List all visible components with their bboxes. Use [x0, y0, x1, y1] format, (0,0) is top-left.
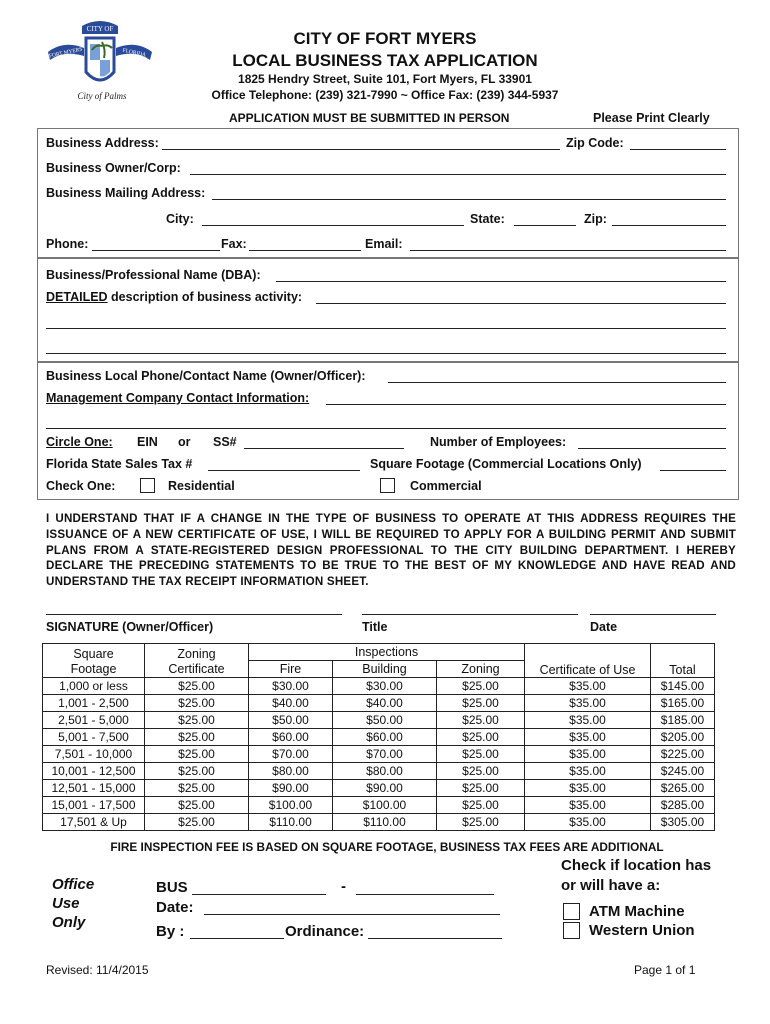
table-cell: $35.00: [525, 780, 651, 797]
table-cell: 7,501 - 10,000: [43, 746, 145, 763]
detailed-emphasis: DETAILED: [46, 290, 108, 304]
certificate-of-use-header: Certificate of Use: [525, 644, 651, 678]
table-cell: 10,001 - 12,500: [43, 763, 145, 780]
table-cell: $35.00: [525, 763, 651, 780]
zip-label: Zip:: [584, 212, 607, 226]
table-cell: $285.00: [651, 797, 715, 814]
email-label: Email:: [365, 237, 403, 251]
table-row: [43, 780, 715, 797]
by-field[interactable]: [190, 938, 284, 939]
description-field-3[interactable]: [46, 353, 726, 354]
western-union-label: Western Union: [589, 922, 695, 939]
title-label: Title: [362, 620, 388, 634]
business-owner-label: Business Owner/Corp:: [46, 161, 181, 175]
table-cell: $70.00: [333, 746, 437, 763]
or-text: or: [178, 435, 191, 449]
city-label: City:: [166, 212, 194, 226]
table-cell: $35.00: [525, 695, 651, 712]
table-row: [43, 797, 715, 814]
local-phone-contact-label: Business Local Phone/Contact Name (Owner/Officer):: [46, 369, 366, 383]
table-cell: $70.00: [249, 746, 333, 763]
business-address-label: Business Address:: [46, 136, 159, 150]
table-cell: 12,501 - 15,000: [43, 780, 145, 797]
date-field[interactable]: [590, 614, 716, 615]
check-one-label: Check One:: [46, 479, 116, 493]
table-cell: $25.00: [145, 797, 249, 814]
signature-field[interactable]: [46, 614, 342, 615]
table-cell: $25.00: [437, 814, 525, 831]
table-cell: $25.00: [437, 797, 525, 814]
circle-one-label: Circle One:: [46, 435, 113, 449]
ein-ssn-field[interactable]: [244, 448, 404, 449]
atm-machine-label: ATM Machine: [589, 903, 685, 920]
print-clearly-note: Please Print Clearly: [593, 111, 710, 125]
table-cell: 17,501 & Up: [43, 814, 145, 831]
table-cell: $185.00: [651, 712, 715, 729]
form-title-main: LOCAL BUSINESS TAX APPLICATION: [232, 51, 538, 70]
page-number: Page 1 of 1: [634, 963, 696, 977]
residential-label: Residential: [168, 479, 235, 493]
description-field-2[interactable]: [46, 328, 726, 329]
local-phone-contact-field[interactable]: [388, 382, 726, 383]
table-cell: $90.00: [249, 780, 333, 797]
zip-code-label: Zip Code:: [566, 136, 624, 150]
table-cell: $25.00: [437, 695, 525, 712]
fee-table-body: [43, 678, 715, 831]
residential-checkbox[interactable]: [140, 478, 155, 493]
table-row: [43, 729, 715, 746]
office-address: 1825 Hendry Street, Suite 101, Fort Myers, FL 33901: [238, 72, 532, 86]
table-cell: $35.00: [525, 729, 651, 746]
table-cell: $25.00: [145, 678, 249, 695]
date-label: Date: [590, 620, 618, 634]
business-address-field[interactable]: [162, 149, 560, 150]
inspections-header: Inspections: [249, 644, 525, 661]
table-cell: 1,000 or less: [43, 678, 145, 695]
business-owner-field[interactable]: [190, 174, 726, 175]
table-cell: $110.00: [249, 814, 333, 831]
table-cell: $110.00: [333, 814, 437, 831]
dba-field[interactable]: [276, 281, 726, 282]
table-cell: $35.00: [525, 712, 651, 729]
num-employees-label: Number of Employees:: [430, 435, 567, 449]
table-cell: $30.00: [249, 678, 333, 695]
check-location-line1: Check if location has: [561, 857, 712, 874]
num-employees-field[interactable]: [578, 448, 726, 449]
description-text: description of business activity:: [107, 290, 303, 304]
zip-code-field[interactable]: [630, 149, 726, 150]
table-cell: $305.00: [651, 814, 715, 831]
table-cell: $80.00: [249, 763, 333, 780]
table-cell: $205.00: [651, 729, 715, 746]
table-row: [43, 712, 715, 729]
seal-top-text: CITY OF: [86, 25, 114, 33]
office-use-line2: Use: [52, 895, 80, 912]
state-field[interactable]: [514, 225, 576, 226]
fee-schedule-table: [42, 643, 715, 831]
email-field[interactable]: [410, 250, 726, 251]
signature-label: SIGNATURE (Owner/Officer): [46, 620, 214, 634]
table-cell: $35.00: [525, 746, 651, 763]
table-cell: $50.00: [249, 712, 333, 729]
total-header: Total: [651, 644, 715, 678]
management-company-field-2[interactable]: [46, 428, 726, 429]
state-label: State:: [470, 212, 505, 226]
table-cell: $25.00: [145, 763, 249, 780]
office-use-line1: Office: [52, 876, 95, 893]
fee-table-footnote: FIRE INSPECTION FEE IS BASED ON SQUARE FOOTAGE, BUSINESS TAX FEES ARE ADDITIONAL: [110, 840, 664, 854]
table-cell: 15,001 - 17,500: [43, 797, 145, 814]
office-use-label: [52, 875, 94, 932]
table-cell: $30.00: [333, 678, 437, 695]
table-row: [43, 814, 715, 831]
table-cell: $80.00: [333, 763, 437, 780]
square-footage-header: [43, 644, 145, 678]
revised-date: Revised: 11/4/2015: [46, 963, 149, 977]
zoning-inspection-header: Zoning: [437, 661, 525, 678]
table-cell: $25.00: [145, 780, 249, 797]
office-date-field[interactable]: [204, 914, 500, 915]
zoning-certificate-header: [145, 644, 249, 678]
table-cell: $35.00: [525, 678, 651, 695]
footage-header-text: Footage: [70, 661, 117, 676]
management-company-label: Management Company Contact Information:: [46, 391, 310, 405]
table-cell: $90.00: [333, 780, 437, 797]
table-cell: $25.00: [437, 746, 525, 763]
commercial-checkbox[interactable]: [380, 478, 395, 493]
table-cell: 1,001 - 2,500: [43, 695, 145, 712]
bus-field-2[interactable]: [356, 894, 494, 895]
table-cell: $50.00: [333, 712, 437, 729]
zoning-header-text: Zoning: [177, 646, 216, 661]
square-footage-label: Square Footage (Commercial Locations Only): [370, 457, 642, 471]
table-cell: $25.00: [437, 780, 525, 797]
table-cell: $245.00: [651, 763, 715, 780]
table-cell: $60.00: [333, 729, 437, 746]
mailing-address-field[interactable]: [212, 199, 726, 200]
certificate-header-text: Certificate: [168, 661, 225, 676]
table-cell: $25.00: [437, 712, 525, 729]
mailing-address-label: Business Mailing Address:: [46, 186, 206, 200]
table-row: [43, 746, 715, 763]
table-cell: $100.00: [333, 797, 437, 814]
office-use-line3: Only: [52, 914, 86, 931]
table-cell: $145.00: [651, 678, 715, 695]
square-header-text: Square: [73, 646, 114, 661]
commercial-label: Commercial: [410, 479, 482, 493]
table-row: [43, 763, 715, 780]
building-header: Building: [333, 661, 437, 678]
table-cell: $25.00: [145, 712, 249, 729]
check-location-line2: or will have a:: [561, 877, 661, 894]
atm-machine-checkbox[interactable]: [563, 903, 580, 920]
title-field[interactable]: [362, 614, 578, 615]
ordinance-label: Ordinance:: [285, 923, 365, 940]
table-cell: $40.00: [333, 695, 437, 712]
table-cell: $25.00: [145, 729, 249, 746]
western-union-checkbox[interactable]: [563, 922, 580, 939]
fax-label: Fax:: [221, 237, 247, 251]
city-field[interactable]: [202, 225, 464, 226]
bus-field-1[interactable]: [192, 894, 326, 895]
table-row: [43, 678, 715, 695]
table-cell: $25.00: [145, 814, 249, 831]
table-cell: $25.00: [145, 746, 249, 763]
table-cell: $165.00: [651, 695, 715, 712]
table-cell: $25.00: [437, 678, 525, 695]
table-cell: $25.00: [437, 763, 525, 780]
dba-label: Business/Professional Name (DBA):: [46, 268, 261, 282]
phone-field[interactable]: [92, 250, 220, 251]
square-footage-field[interactable]: [660, 470, 726, 471]
office-date-label: Date:: [156, 899, 194, 916]
table-cell: $60.00: [249, 729, 333, 746]
table-row: [43, 695, 715, 712]
fax-field[interactable]: [249, 250, 361, 251]
form-title-city: CITY OF FORT MYERS: [293, 29, 477, 48]
seal-ribbon-left: FORT MYERS: [48, 46, 84, 60]
seal-caption: City of Palms: [77, 91, 127, 101]
table-cell: 2,501 - 5,000: [43, 712, 145, 729]
ssn-option[interactable]: SS#: [213, 435, 237, 449]
fire-header: Fire: [249, 661, 333, 678]
description-label: [46, 290, 302, 304]
table-cell: $225.00: [651, 746, 715, 763]
city-seal-logo: [44, 14, 156, 106]
seal-ribbon-right: FLORIDA: [121, 47, 147, 59]
description-field-1[interactable]: [316, 303, 726, 304]
table-cell: $265.00: [651, 780, 715, 797]
bus-label: BUS: [156, 879, 188, 896]
bus-dash: -: [341, 878, 346, 895]
by-label: By :: [156, 923, 185, 940]
declaration-statement: I UNDERSTAND THAT IF A CHANGE IN THE TYPE OF BUSINESS TO OPERATE AT THIS ADDRESS REQUIRES THE ISSUANCE OF A NEW CERTIFICATE OF USE, I WILL BE REQUIRED TO APPLY FOR A BUILDING PERMIT AND SUBMIT PLANS FROM A STATE-REGISTERED DESIGN PROFESSIONAL TO THE CITY BUILDING DEPARTMENT. I HEREBY DECLARE THE PRECEDING STATEMENTS TO BE TRUE TO THE BEST OF MY KNOWLEDGE AND HAVE READ AND UNDERSTAND THE TAX RECEIPT INFORMATION SHEET.: [46, 512, 736, 589]
zip-field[interactable]: [612, 225, 726, 226]
table-cell: $25.00: [145, 695, 249, 712]
table-cell: $40.00: [249, 695, 333, 712]
check-location-heading: [561, 856, 711, 896]
table-cell: $100.00: [249, 797, 333, 814]
table-cell: $25.00: [437, 729, 525, 746]
management-company-field-1[interactable]: [326, 404, 726, 405]
sales-tax-label: Florida State Sales Tax #: [46, 457, 193, 471]
ordinance-field[interactable]: [368, 938, 502, 939]
ein-option[interactable]: EIN: [137, 435, 158, 449]
sales-tax-field[interactable]: [208, 470, 360, 471]
submit-in-person-note: APPLICATION MUST BE SUBMITTED IN PERSON: [229, 111, 510, 125]
phone-label: Phone:: [46, 237, 89, 251]
table-cell: 5,001 - 7,500: [43, 729, 145, 746]
office-phone-fax: Office Telephone: (239) 321-7990 ~ Office Fax: (239) 344-5937: [211, 88, 559, 102]
table-cell: $35.00: [525, 814, 651, 831]
table-cell: $35.00: [525, 797, 651, 814]
